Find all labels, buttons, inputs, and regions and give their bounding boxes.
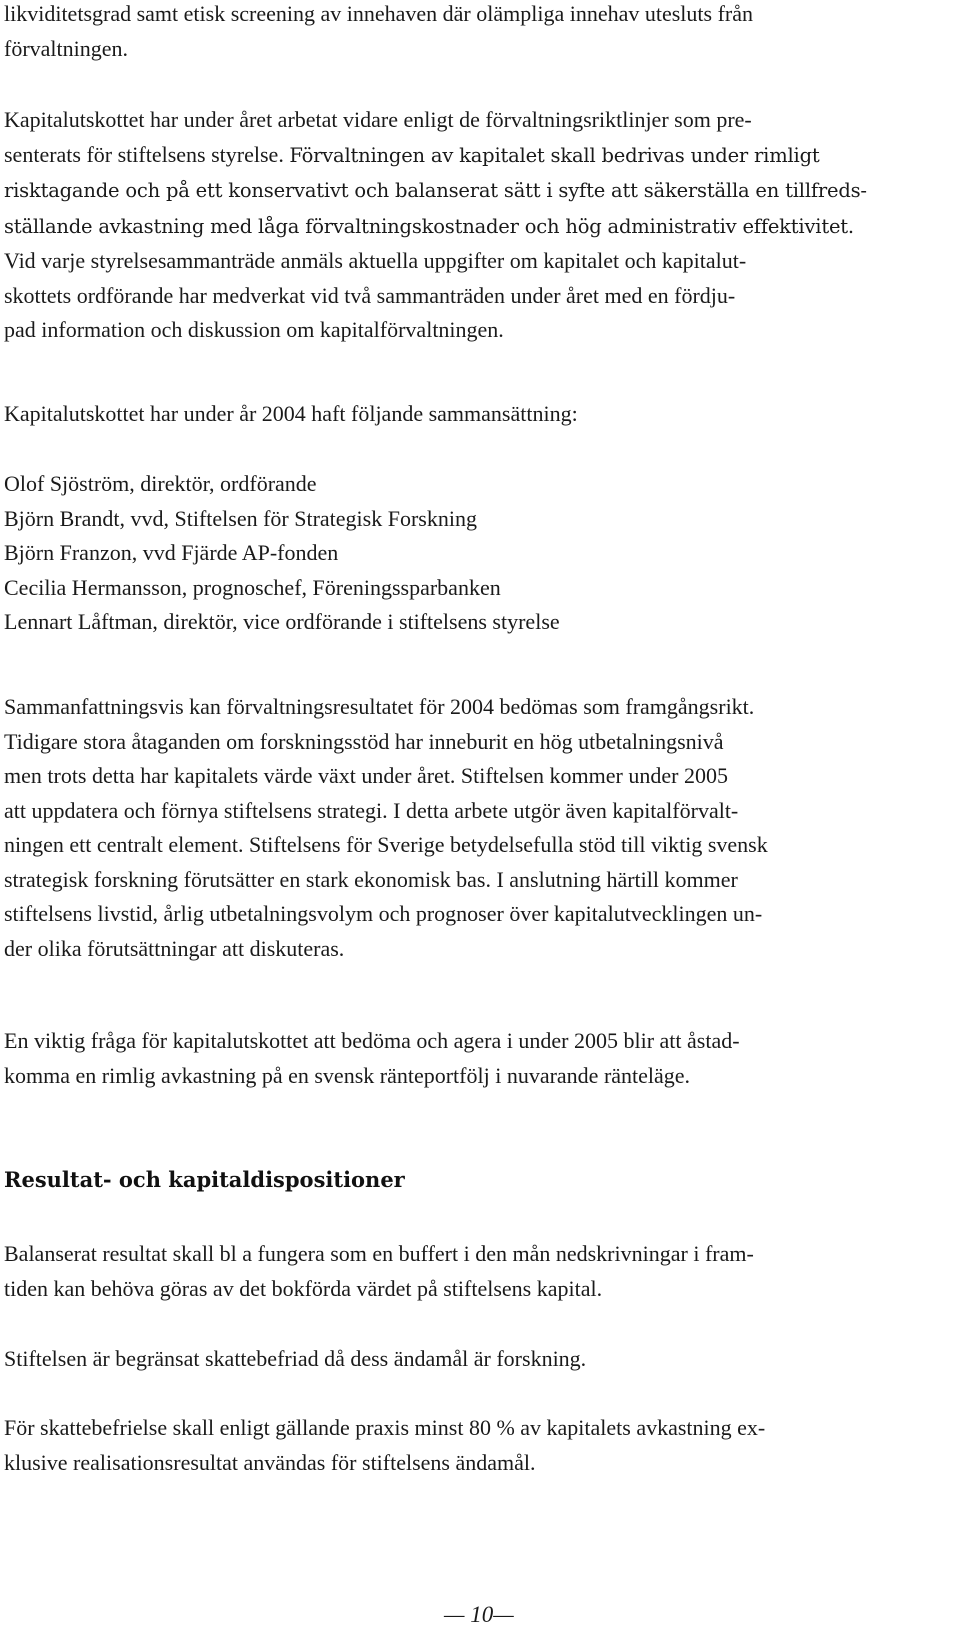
section-heading: Resultat- och kapitaldispositioner <box>4 1167 405 1192</box>
text-line: För skattebefrielse skall enligt gällande praxis minst 80 % av kapitalets avkastning ex- <box>4 1415 766 1440</box>
text-line: senterats för stiftelsens styrelse. <box>4 141 284 167</box>
page-number: — 10— <box>444 1602 514 1627</box>
text-line: förvaltningen. <box>4 35 129 61</box>
committee-member-list <box>4 467 924 640</box>
committee-member: Lennart Låftman, direktör, vice ordförande i stiftelsens styrelse <box>4 609 560 634</box>
text-line: Förvaltningen av kapitalet skall bedrivas under rimligt <box>289 143 820 167</box>
committee-member: Cecilia Hermansson, prognoschef, Föreningssparbanken <box>4 574 501 600</box>
text-line: Tidigare stora åtaganden om forskningsstöd har inneburit en hög utbetalningsnivå <box>4 728 724 754</box>
text-line: likviditetsgrad samt etisk screening av innehaven där olämpliga innehav utesluts från <box>4 1 754 26</box>
text-line: ställande avkastning med låga förvaltningskostnader och hög administrativ effektivitet. <box>4 214 854 238</box>
text-line: Sammanfattningsvis kan förvaltningsresultatet för 2004 bedömas som framgångsrikt. <box>4 694 755 719</box>
text-line: Kapitalutskottet har under året arbetat vidare enligt de förvaltningsriktlinjer som pre- <box>4 107 752 132</box>
text-line: att uppdatera och förnya stiftelsens strategi. I detta arbete utgör även kapitalförvalt- <box>4 797 739 823</box>
text-line: klusive realisationsresultat användas för stiftelsens ändamål. <box>4 1449 536 1475</box>
text-line: En viktig fråga för kapitalutskottet att bedöma och agera i under 2005 blir att åstad- <box>4 1028 740 1053</box>
committee-member: Björn Brandt, vvd, Stiftelsen för Strategisk Forskning <box>4 505 477 531</box>
text-line: tiden kan behöva göras av det bokförda värdet på stiftelsens kapital. <box>4 1275 603 1301</box>
paragraph-retained-earnings <box>4 1237 924 1306</box>
paragraph-capital-committee <box>4 103 924 348</box>
paragraph-tax-exemption: Stiftelsen är begränsat skattebefriad då dess ändamål är forskning. <box>4 1346 587 1371</box>
committee-member: Olof Sjöström, direktör, ordförande <box>4 471 317 496</box>
text-line: skottets ordförande har medverkat vid två sammanträden under året med en fördju- <box>4 282 736 308</box>
text-line: komma en rimlig avkastning på en svensk ränteportfölj i nuvarande ränteläge. <box>4 1062 691 1088</box>
paragraph-key-question <box>4 1024 924 1093</box>
paragraph-composition-intro: Kapitalutskottet har under år 2004 haft följande sammansättning: <box>4 401 578 426</box>
text-line: strategisk forskning förutsätter en stark ekonomisk bas. I anslutning härtill kommer <box>4 866 738 892</box>
text-line: Balanserat resultat skall bl a fungera som en buffert i den mån nedskrivningar i fram- <box>4 1241 754 1266</box>
committee-member: Björn Franzon, vvd Fjärde AP-fonden <box>4 540 339 565</box>
text-line: ningen ett centralt element. Stiftelsens för Sverige betydelsefulla stöd till viktig svensk <box>4 832 768 857</box>
paragraph-screening <box>4 0 924 66</box>
text-line: Vid varje styrelsesammanträde anmäls aktuella uppgifter om kapitalet och kapitalut- <box>4 248 747 273</box>
paragraph-tax-rule <box>4 1411 924 1480</box>
text-line: men trots detta har kapitalets värde växt under året. Stiftelsen kommer under 2005 <box>4 763 728 788</box>
text-line: der olika förutsättningar att diskuteras. <box>4 935 345 961</box>
paragraph-summary <box>4 690 924 966</box>
text-line: risktagande och på ett konservativt och balanserat sätt i syfte att säkerställa en tillfreds- <box>4 179 867 202</box>
text-line: stiftelsens livstid, årlig utbetalningsvolym och prognoser över kapitalutvecklingen un- <box>4 901 763 926</box>
text-line: pad information och diskussion om kapitalförvaltningen. <box>4 317 504 342</box>
